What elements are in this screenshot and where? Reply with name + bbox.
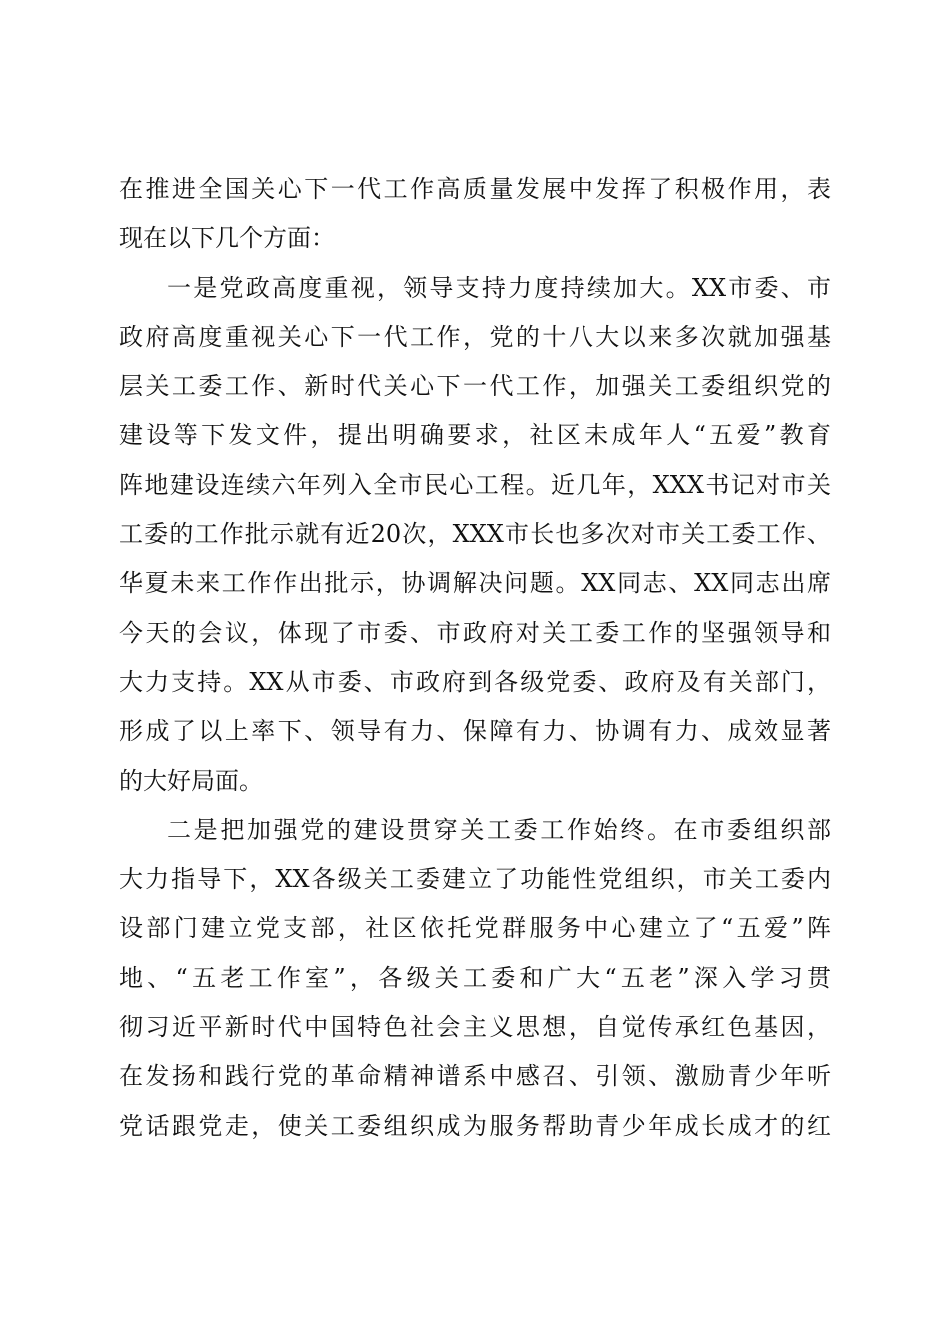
text-line: 华夏未来工作作出批示，协调解决问题。XX同志、XX同志出席 [119, 569, 831, 598]
text-line: 今天的会议，体现了市委、市政府对关工委工作的坚强领导和 [119, 618, 831, 647]
body-text [119, 165, 831, 1151]
text-line: 工委的工作批示就有近20次，XXX市长也多次对市关工委工作、 [119, 520, 831, 549]
text-line: 的大好局面。 [119, 766, 263, 795]
text-line: 大力支持。XX从市委、市政府到各级党委、政府及有关部门， [119, 667, 831, 696]
text-line: 大力指导下，XX各级关工委建立了功能性党组织，市关工委内 [119, 865, 831, 894]
text-line: 在推进全国关心下一代工作高质量发展中发挥了积极作用，表 [119, 175, 831, 203]
text-line: 层关工委工作、新时代关心下一代工作，加强关工委组织党的 [119, 372, 831, 401]
text-line: 阵地建设连续六年列入全市民心工程。近几年，XXX书记对市关 [119, 470, 831, 499]
text-line: 形成了以上率下、领导有力、保障有力、协调有力、成效显著 [119, 717, 831, 746]
text-line: 现在以下几个方面： [119, 224, 335, 253]
text-line: 党话跟党走，使关工委组织成为服务帮助青少年成长成才的红 [119, 1111, 831, 1140]
text-line: 设部门建立党支部，社区依托党群服务中心建立了“五爱”阵 [119, 914, 831, 943]
text-line: 地、“五老工作室”，各级关工委和广大“五老”深入学习贯 [119, 963, 831, 992]
paragraph-start-line: 二是把加强党的建设贯穿关工委工作始终。在市委组织部 [167, 815, 831, 844]
text-line: 在发扬和践行党的革命精神谱系中感召、引领、激励青少年听 [119, 1062, 831, 1091]
text-line: 政府高度重视关心下一代工作，党的十八大以来多次就加强基 [119, 322, 831, 351]
text-line: 建设等下发文件，提出明确要求，社区未成年人“五爱”教育 [119, 421, 831, 450]
text-line: 彻习近平新时代中国特色社会主义思想，自觉传承红色基因， [119, 1013, 831, 1042]
paragraph-start-line: 一是党政高度重视，领导支持力度持续加大。XX市委、市 [167, 273, 831, 302]
